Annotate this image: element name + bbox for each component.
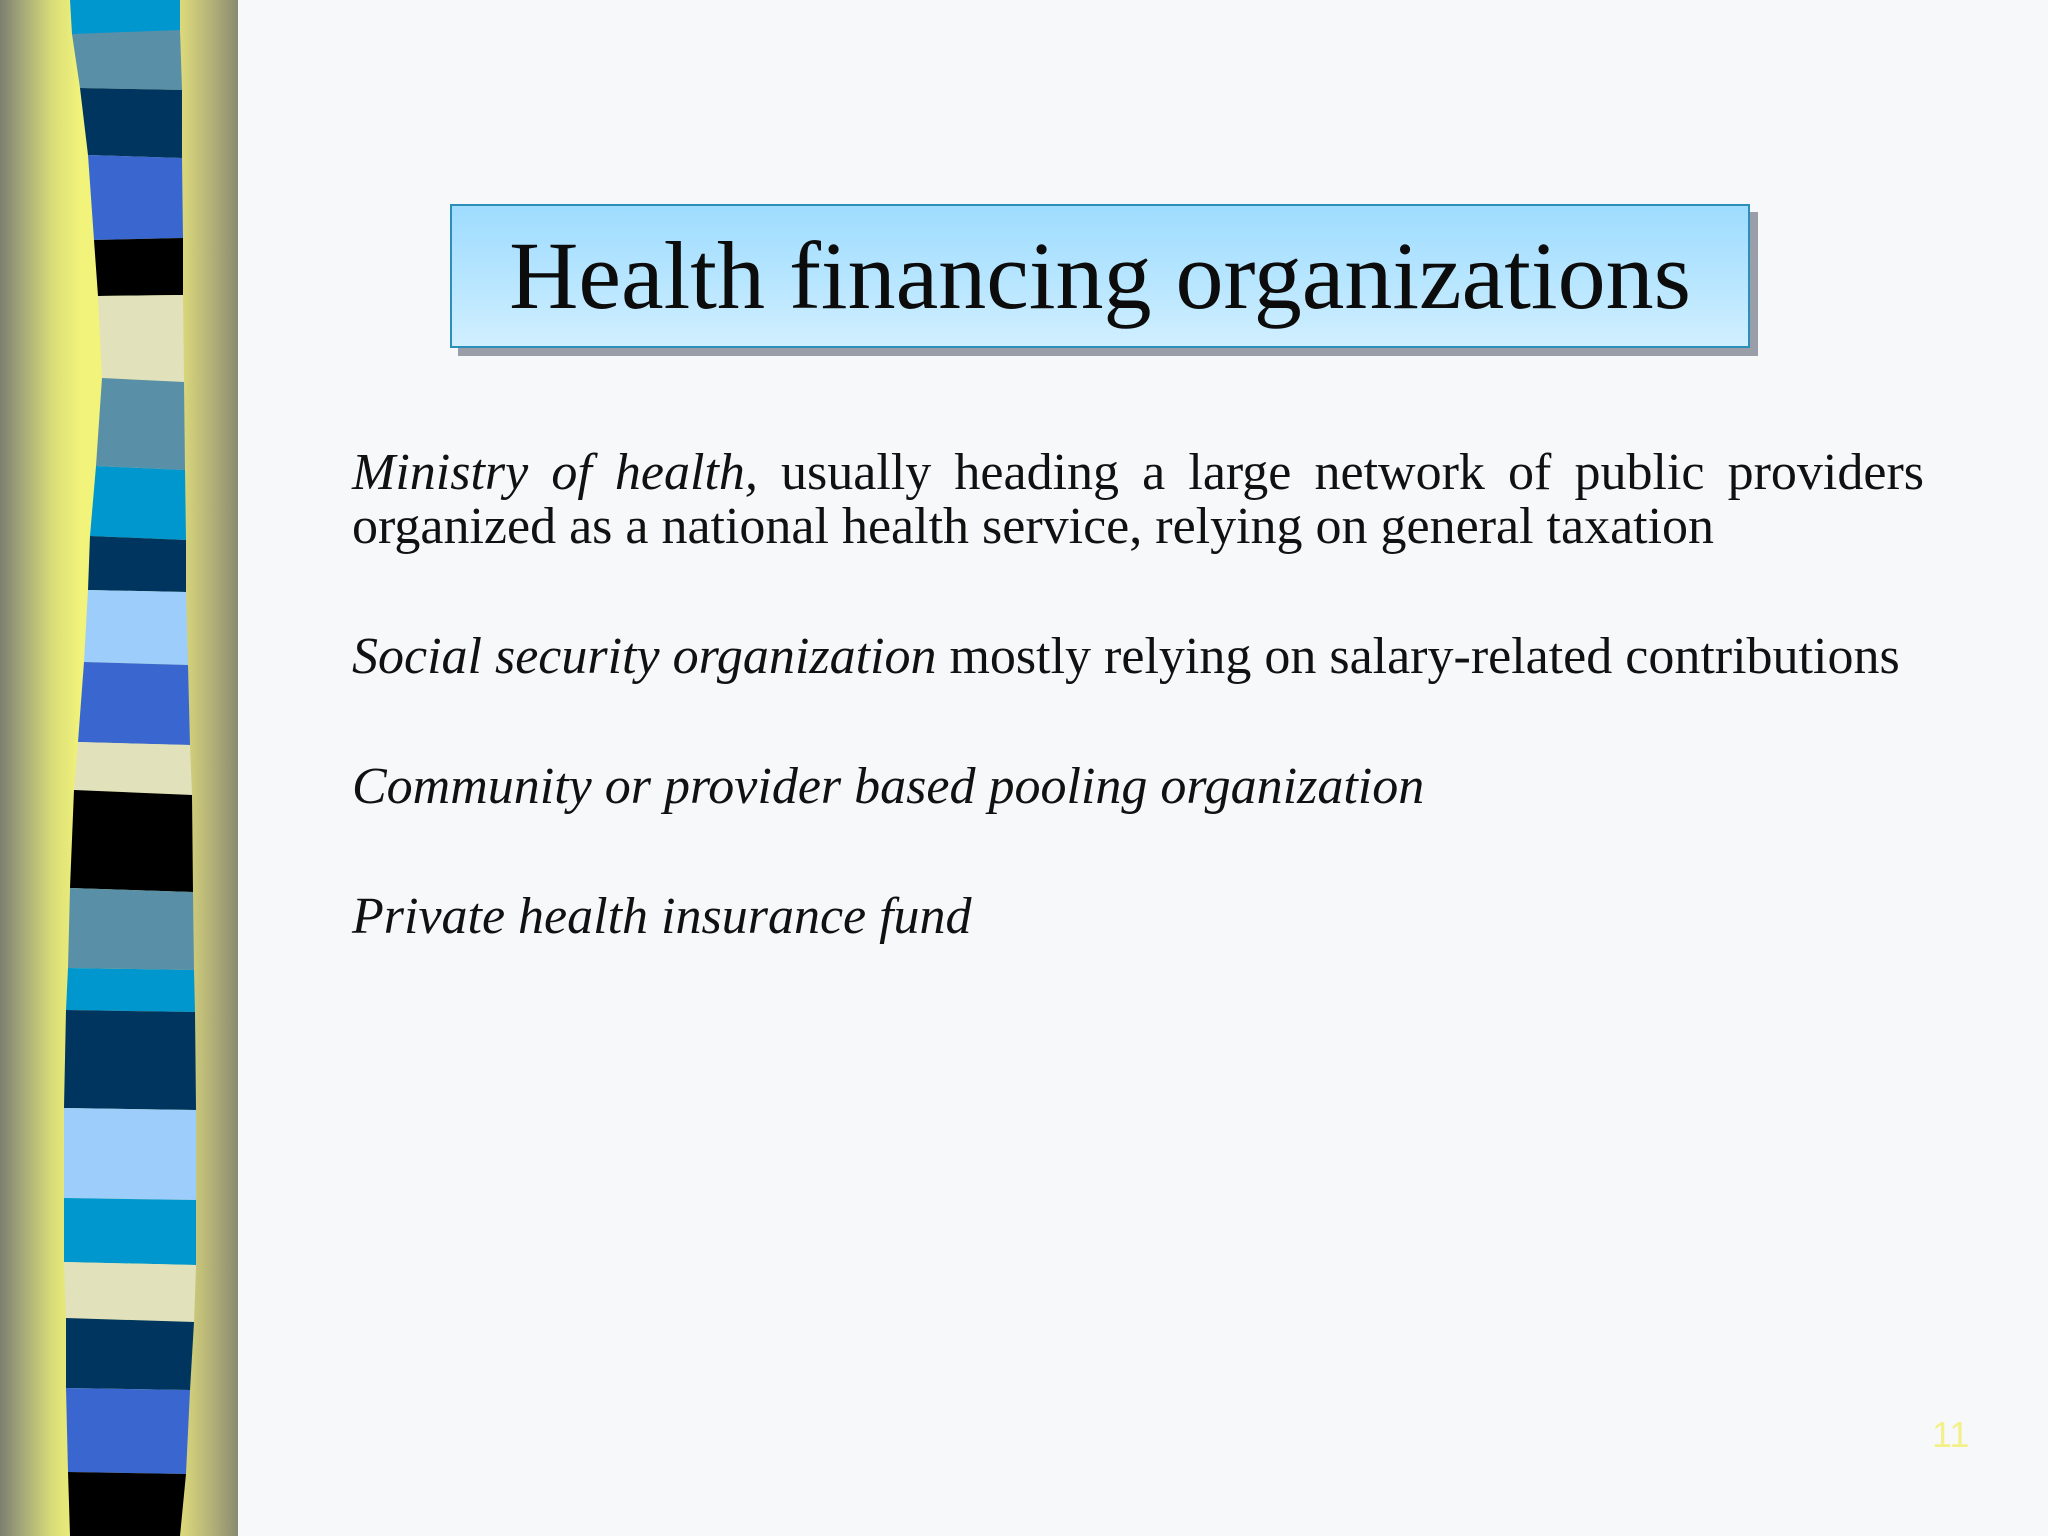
item-term: Community or provider based pooling organization xyxy=(352,758,1425,815)
item-term: Social security organization xyxy=(352,628,937,685)
item-term: Private health insurance fund xyxy=(352,888,972,945)
decorative-stripes xyxy=(0,0,238,1536)
stripe xyxy=(64,1108,196,1200)
stripe xyxy=(64,1262,196,1322)
stripe xyxy=(70,0,180,34)
stripe xyxy=(84,590,188,665)
slide-title: Health financing organizations xyxy=(509,222,1691,329)
stripe xyxy=(66,1388,190,1474)
stripe xyxy=(64,1010,196,1110)
stripe xyxy=(78,662,190,745)
title-box xyxy=(450,204,1750,348)
stripe xyxy=(94,238,183,296)
stripe xyxy=(68,888,194,970)
page-number: 11 xyxy=(1932,1414,1970,1455)
item-term: Ministry of health, xyxy=(352,444,758,501)
stripe xyxy=(74,742,192,795)
stripe xyxy=(68,1472,186,1536)
stripe xyxy=(72,30,182,90)
item-description: mostly relying on salary-related contributions xyxy=(936,628,1900,685)
stripe xyxy=(64,1198,196,1265)
stripe xyxy=(90,466,186,540)
stripe xyxy=(96,378,185,470)
stripe xyxy=(66,1318,194,1390)
list-item-private-insurance xyxy=(352,890,1924,944)
stripe xyxy=(88,155,183,240)
stripe xyxy=(70,790,193,892)
stripe xyxy=(98,295,184,382)
item-description: usually heading a large network of public providers organized as a national health service, relying on general taxation xyxy=(352,444,1925,555)
list-item-ministry-of-health xyxy=(352,446,1924,554)
list-item-social-security xyxy=(352,630,1924,684)
stripe xyxy=(80,88,182,158)
stripe xyxy=(88,536,186,592)
list-item-community-pooling xyxy=(352,760,1924,814)
stripe xyxy=(66,968,195,1012)
bullet-list xyxy=(352,446,1924,944)
